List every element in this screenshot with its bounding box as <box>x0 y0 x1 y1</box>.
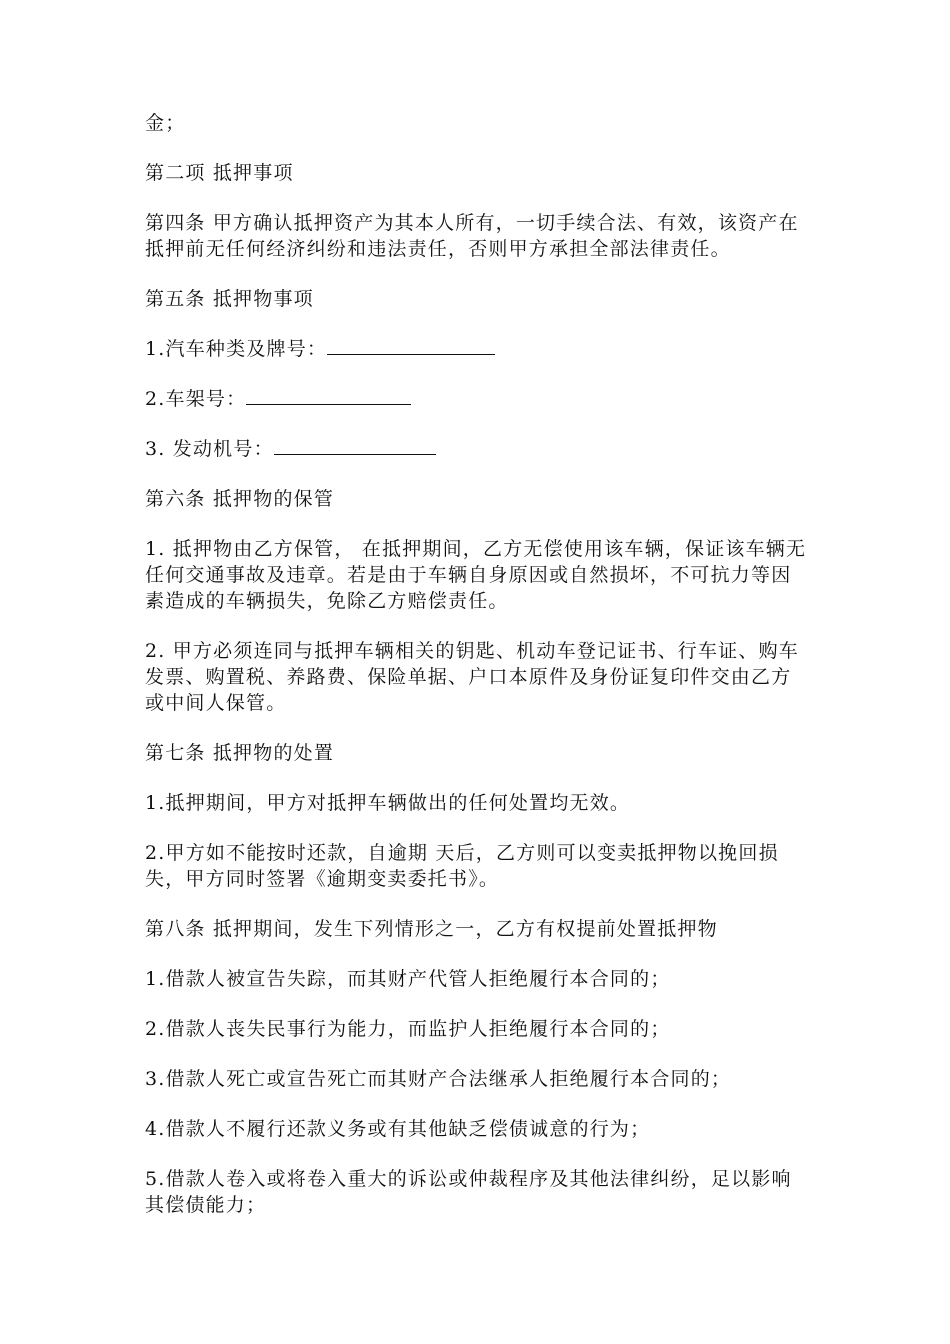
frame-number-field <box>145 386 810 412</box>
vehicle-type-plate-field <box>145 336 810 362</box>
paragraph-continuation: 金； <box>145 112 186 134</box>
article-8-item-4: 4.借款人不履行还款义务或有其他缺乏偿债诚意的行为； <box>145 1118 651 1140</box>
article-6-heading: 第六条 抵押物的保管 <box>145 488 335 510</box>
article-8-item-5: 5.借款人卷入或将卷入重大的诉讼或仲裁程序及其他法律纠纷，足以影响其偿债能力； <box>145 1168 792 1216</box>
vehicle-type-plate-label: 1.汽车种类及牌号： <box>145 338 328 360</box>
article-7-item-2: 2.甲方如不能按时还款，自逾期 天后，乙方则可以变卖抵押物以挽回损失，甲方同时签署《逾期变卖委托书》。 <box>145 842 779 890</box>
frame-number-label: 2.车架号： <box>145 388 247 410</box>
engine-number-label: 3. 发动机号： <box>145 438 274 460</box>
article-4-text: 第四条 甲方确认抵押资产为其本人所有，一切手续合法、有效，该资产在抵押前无任何经济纠纷和违法责任，否则甲方承担全部法律责任。 <box>145 212 799 260</box>
engine-number-blank <box>274 436 436 455</box>
frame-number-blank <box>246 386 411 405</box>
article-6-item-2: 2. 甲方必须连同与抵押车辆相关的钥匙、机动车登记证书、行车证、购车发票、购置税、养路费、保险单据、户口本原件及身份证复印件交由乙方或中间人保管。 <box>145 640 799 714</box>
article-8-item-3: 3.借款人死亡或宣告死亡而其财产合法继承人拒绝履行本合同的； <box>145 1068 732 1090</box>
article-8-item-2: 2.借款人丧失民事行为能力，而监护人拒绝履行本合同的； <box>145 1018 671 1040</box>
article-8-heading: 第八条 抵押期间，发生下列情形之一，乙方有权提前处置抵押物 <box>145 918 718 940</box>
article-7-heading: 第七条 抵押物的处置 <box>145 742 335 764</box>
article-8-item-1: 1.借款人被宣告失踪，而其财产代管人拒绝履行本合同的； <box>145 968 671 990</box>
article-6-item-1: 1. 抵押物由乙方保管， 在抵押期间，乙方无偿使用该车辆，保证该车辆无任何交通事故及违章。若是由于车辆自身原因或自然损坏，不可抗力等因素造成的车辆损失，免除乙方赔偿责任。 <box>145 538 807 612</box>
section-heading-mortgage-matters: 第二项 抵押事项 <box>145 162 294 184</box>
article-7-item-1: 1.抵押期间，甲方对抵押车辆做出的任何处置均无效。 <box>145 792 631 814</box>
engine-number-field <box>145 436 810 462</box>
document-body <box>145 110 810 1242</box>
article-5-heading: 第五条 抵押物事项 <box>145 288 314 310</box>
vehicle-type-plate-blank <box>327 336 495 355</box>
